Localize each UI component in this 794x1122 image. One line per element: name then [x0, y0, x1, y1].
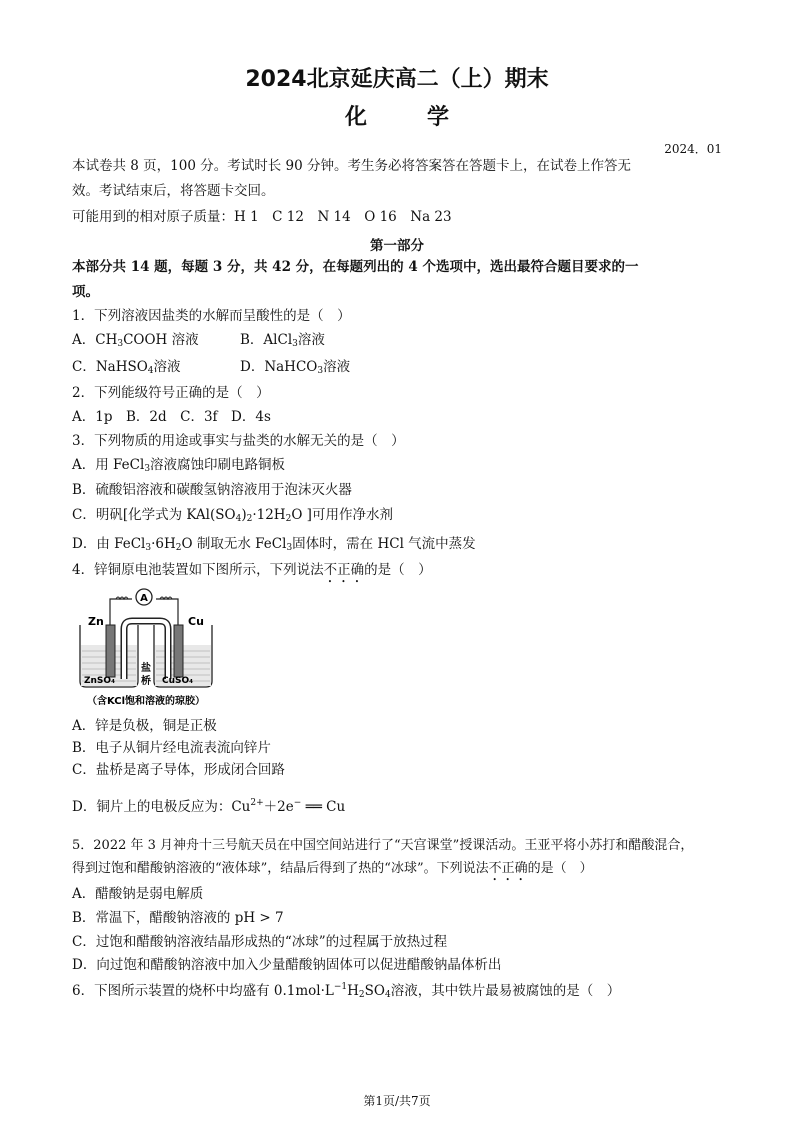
part-heading: 第一部分 — [370, 238, 424, 254]
ammeter-label: A — [140, 593, 148, 604]
q4-d-pre: D．铜片上的电极反应为：Cu — [72, 799, 251, 815]
q4-option-d — [72, 798, 345, 815]
q3-d-sub1: 3 — [145, 543, 152, 553]
cuso4-label: CuSO₄ — [162, 676, 194, 686]
q3-a-pre: A．用 FeCl — [72, 457, 145, 473]
part-instruction-2: 项。 — [72, 284, 99, 300]
q4-d-mid: ＋2e — [263, 799, 294, 815]
q4-d-post: ══ Cu — [301, 799, 346, 815]
q1-options-cd — [72, 359, 350, 377]
q3-c-sub3: 2 — [285, 514, 292, 524]
q3-c-pre: C．明矾[化学式为 KAl(SO — [72, 507, 236, 523]
atomic-masses: 可能用到的相对原子质量：H 1 C 12 N 14 O 16 Na 23 — [72, 209, 452, 225]
q4-stem-post: 的是（ ） — [364, 562, 432, 578]
q5-option-a: A．醋酸钠是弱电解质 — [72, 886, 204, 902]
q4-stem — [72, 562, 432, 586]
q6-mid2: SO — [364, 983, 385, 999]
q3-option-c — [72, 507, 393, 525]
q3-c-post: O ]可用作净水剂 — [291, 507, 393, 523]
exam-date: 2024．01 — [664, 142, 722, 156]
q3-c-mid: ) — [241, 507, 247, 523]
copper-electrode — [174, 625, 183, 677]
exam-title: 2024北京延庆高二（上）期末 — [245, 67, 549, 92]
q3-d-pre: D．由 FeCl — [72, 536, 146, 552]
salt-bridge-label-2: 桥 — [141, 676, 151, 687]
q1-b-sub: 3 — [292, 339, 298, 349]
q6-pre: 6．下图所示装置的烧杯中均盛有 0.1mol·L — [72, 983, 334, 999]
q6-post: 溶液，其中铁片最易被腐蚀的是（ ） — [390, 983, 621, 999]
q3-stem: 3．下列物质的用途或事实与盐类的水解无关的是（ ） — [72, 433, 405, 449]
diagram-caption: （含KCl饱和溶液的琼胶） — [86, 696, 206, 707]
q4-d-sup2: − — [293, 798, 302, 808]
salt-bridge-label-1: 盐 — [141, 663, 151, 674]
q5-stem-2 — [72, 861, 593, 884]
q6-stem — [72, 982, 620, 1001]
zinc-label: Zn — [88, 615, 104, 628]
q6-sub2: 4 — [384, 990, 391, 1000]
subject-char-1: 化 — [344, 105, 367, 130]
q4-option-a: A．锌是负极，铜是正极 — [72, 718, 217, 734]
q5-stem-emphasis: 不正确 — [488, 861, 528, 876]
subject-char-2: 学 — [427, 105, 450, 130]
zinc-electrode — [106, 625, 115, 677]
q4-d-sup1: 2+ — [250, 798, 264, 808]
q1-option-b — [240, 332, 325, 350]
q1-d-post: 溶液 — [323, 359, 351, 375]
q4-option-c: C．盐桥是离子导体，形成闭合回路 — [72, 762, 285, 778]
znso4-label: ZnSO₄ — [84, 676, 116, 686]
intro-line-1: 本试卷共 8 页，100 分。考试时长 90 分钟。考生务必将答案答在答题卡上，在试卷上作答无 — [72, 158, 631, 174]
q3-d-sub2: 2 — [175, 543, 182, 553]
q1-d-pre: D．NaHCO — [240, 359, 318, 375]
q3-d-mid: ·6H — [151, 536, 176, 552]
galvanic-cell-diagram — [70, 585, 230, 710]
q3-d-post: 固体时，需在 HCl 气流中蒸发 — [292, 536, 476, 552]
q1-c-post: 溶液 — [153, 359, 181, 375]
q1-options-ab — [72, 332, 325, 350]
page-footer: 第1页/共7页 — [363, 1094, 431, 1108]
q3-a-sub: 3 — [144, 464, 151, 474]
q3-d-sub3: 3 — [286, 543, 293, 553]
q3-option-b: B．硫酸铝溶液和碳酸氢钠溶液用于泡沫灭火器 — [72, 482, 352, 498]
q1-c-pre: C．NaHSO — [72, 359, 148, 375]
q5-stem-1: 5．2022 年 3 月神舟十三号航天员在中国空间站进行了“天宫课堂”授课活动。王亚平将小苏打和醋酸混合， — [72, 838, 694, 853]
q3-option-d — [72, 536, 476, 554]
q1-d-sub: 3 — [317, 366, 324, 376]
q3-d-mid2: O 制取无水 FeCl — [181, 536, 287, 552]
part-instruction-1: 本部分共 14 题，每题 3 分，共 42 分，在每题列出的 4 个选项中，选出最符合题目要求的一 — [72, 259, 639, 275]
q4-stem-pre: 4．锌铜原电池装置如下图所示，下列说法 — [72, 562, 324, 578]
q5-stem-post: 的是（ ） — [527, 861, 593, 876]
subject-title — [0, 100, 794, 131]
q1-b-post: 溶液 — [297, 332, 325, 348]
q6-sup: −1 — [333, 982, 348, 992]
q1-c-sub: 4 — [147, 366, 154, 376]
q3-option-a — [72, 457, 285, 475]
q3-c-mid2: ·12H — [252, 507, 286, 523]
q5-option-c: C．过饱和醋酸钠溶液结晶形成热的“冰球”的过程属于放热过程 — [72, 934, 448, 950]
q3-c-sub1: 4 — [235, 514, 242, 524]
q2-options: A．1p B．2d C．3f D．4s — [72, 409, 271, 425]
q3-a-post: 溶液腐蚀印刷电路铜板 — [150, 457, 286, 473]
q1-a-post: COOH 溶液 — [123, 332, 199, 348]
intro-line-2: 效。考试结束后，将答题卡交回。 — [72, 183, 275, 199]
q1-b-pre: B．AlCl — [240, 332, 293, 348]
q1-a-sub: 3 — [117, 339, 124, 349]
q1-option-d — [240, 359, 350, 377]
q1-stem: 1．下列溶液因盐类的水解而呈酸性的是（ ） — [72, 308, 351, 324]
q5-stem-pre: 得到过饱和醋酸钠溶液的“液体球”，结晶后得到了热的“冰球”。下列说法 — [72, 861, 489, 876]
q5-option-b: B．常温下，醋酸钠溶液的 pH > 7 — [72, 910, 284, 926]
q6-mid: H — [347, 983, 359, 999]
q5-option-d: D．向过饱和醋酸钠溶液中加入少量醋酸钠固体可以促进醋酸钠晶体析出 — [72, 957, 502, 973]
copper-label: Cu — [188, 615, 204, 628]
q6-sub1: 2 — [358, 990, 365, 1000]
q1-option-c — [72, 359, 240, 377]
q1-option-a — [72, 332, 240, 350]
q4-stem-emphasis: 不正确 — [323, 562, 365, 578]
q3-c-sub2: 2 — [246, 514, 253, 524]
q1-a-pre: A．CH — [72, 332, 118, 348]
q2-stem: 2．下列能级符号正确的是（ ） — [72, 385, 270, 401]
q4-option-b: B．电子从铜片经电流表流向锌片 — [72, 740, 271, 756]
